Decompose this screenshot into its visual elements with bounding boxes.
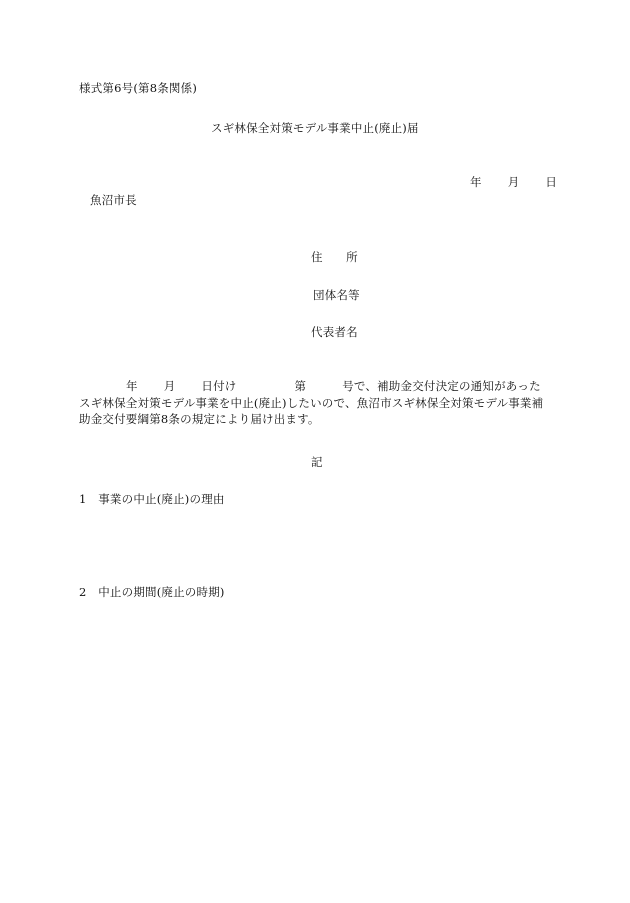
applicant-address-label: 住 所 [311,250,358,264]
ki-heading: 記 [311,455,323,469]
document-title: スギ林保全対策モデル事業中止(廃止)届 [211,121,419,135]
date-year-label: 年 [470,175,482,189]
body-paragraph [79,378,554,428]
ref-date-label: 日付け [201,379,237,393]
ref-number-prefix: 第 [294,379,307,393]
item-period: 2 中止の期間(廃止の時期) [79,585,225,599]
ref-number-suffix: 号で、補助金交付決定の通知があった [342,379,541,393]
body-line-3: 助金交付要綱第8条の規定により届け出ます。 [79,412,320,426]
date-day-label: 日 [545,175,558,189]
date-month-label: 月 [507,175,520,189]
addressee: 魚沼市長 [90,193,137,207]
body-line-1 [79,378,554,395]
applicant-representative-label: 代表者名 [311,325,358,339]
body-line-2: スギ林保全対策モデル事業を中止(廃止)したいので、魚沼市スギ林保全対策モデル事業補 [79,395,544,410]
applicant-organization-label: 団体名等 [313,288,360,302]
date-line [470,175,557,189]
form-number: 様式第6号(第8条関係) [79,81,198,95]
ref-month-label: 月 [163,379,176,393]
item-reason: 1 事業の中止(廃止)の理由 [79,492,225,506]
ref-year-label: 年 [126,379,138,393]
